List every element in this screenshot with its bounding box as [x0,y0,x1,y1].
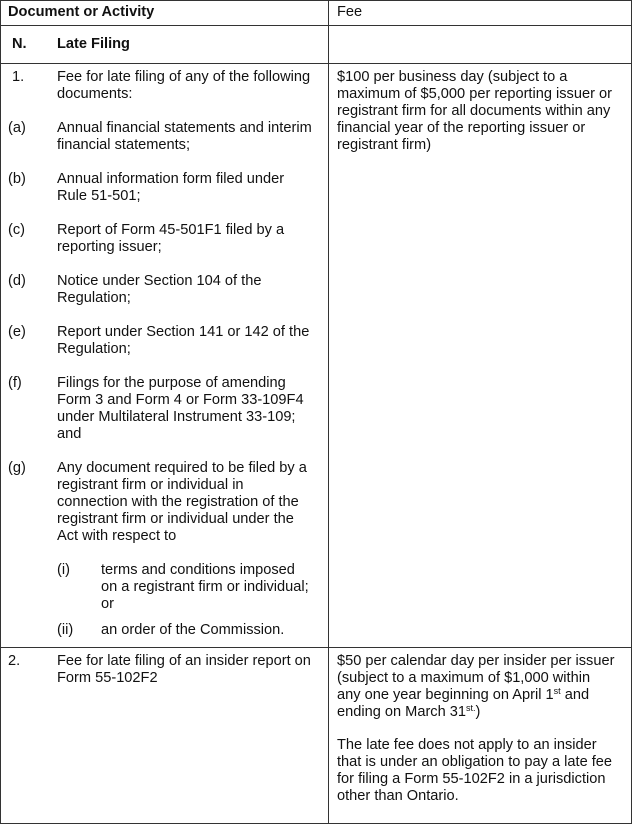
item2-description-line: Fee for late filing of an insider report on [57,653,311,669]
section-title: Late Filing [57,36,130,52]
subitem-text-line: connection with the registration of the [57,494,299,510]
subsubitem-label: (ii) [57,622,74,638]
item2-fee-line [337,704,480,721]
subitem-text-line: Rule 51-501; [57,188,141,204]
subitem-text-line: Annual information form filed under [57,171,285,187]
subitem-text-line: Report under Section 141 or 142 of the [57,324,310,340]
subitem-text-line: reporting issuer; [57,239,162,255]
fee-line-text: ending on March 31 [337,704,466,720]
subsubitem-text-line: on a registrant firm or individual; [101,579,309,595]
item2-number: 2. [8,653,21,669]
subitem-text-line: financial statements; [57,137,191,153]
subitem-text-line: and [57,426,82,442]
fee-line-text: any one year beginning on April 1 [337,687,554,703]
subitem-text-line: Annual financial statements and interim [57,120,312,136]
subitem-text-line: registrant firm or individual in [57,477,244,493]
subsubitem-label: (i) [57,562,70,578]
subitem-label: (e) [8,324,26,340]
item1-number: 1. [12,69,25,85]
subsubitem-text-line: an order of the Commission. [101,622,285,638]
item2-description-line: Form 55-102F2 [57,670,158,686]
subitem-text-line: Act with respect to [57,528,177,544]
item2-note-line: for filing a Form 55-102F2 in a jurisdiction [337,771,606,787]
item1-fee-line: registrant firm for all documents within any [337,103,611,119]
subitem-label: (c) [8,222,26,238]
subitem-label: (d) [8,273,26,289]
item2-note-line: that is under an obligation to pay a late fee [337,754,613,770]
subitem-text-line: Any document required to be filed by a [57,460,307,476]
subitem-text-line: registrant firm or individual under the [57,511,294,527]
table-border-top [0,0,632,1]
superscript: st [553,686,561,696]
subsubitem-text-line: or [101,596,114,612]
superscript: st. [466,703,476,713]
item1-description-line: documents: [57,86,133,102]
item1-fee-line: financial year of the reporting issuer or [337,120,586,136]
item1-fee-line: registrant firm) [337,137,432,153]
column-divider [328,0,329,824]
fee-line-text: ) [475,704,481,720]
subitem-text-line: Regulation; [57,290,131,306]
item2-fee-line: (subject to a maximum of $1,000 within [337,670,591,686]
subitem-text-line: Regulation; [57,341,131,357]
item2-note-line: The late fee does not apply to an insider [337,737,597,753]
table-border-left [0,0,1,824]
fee-line-text: and [560,687,590,703]
row-divider-section [0,63,632,64]
item1-fee-line: maximum of $5,000 per reporting issuer or [337,86,612,102]
subitem-label: (a) [8,120,26,136]
item2-fee-line: $50 per calendar day per insider per issuer [337,653,615,669]
subitem-label: (f) [8,375,22,391]
item2-fee-line [337,687,589,704]
subitem-text-line: Report of Form 45-501F1 filed by a [57,222,285,238]
item1-fee-line: $100 per business day (subject to a [337,69,568,85]
item2-note-line: other than Ontario. [337,788,459,804]
subsubitem-text-line: terms and conditions imposed [101,562,295,578]
row-divider-header [0,25,632,26]
header-document-or-activity: Document or Activity [8,4,155,20]
subitem-text-line: Notice under Section 104 of the [57,273,262,289]
subitem-text-line: Filings for the purpose of amending [57,375,286,391]
header-fee: Fee [337,4,363,20]
section-letter: N. [12,36,27,52]
subitem-label: (g) [8,460,26,476]
subitem-text-line: under Multilateral Instrument 33-109; [57,409,296,425]
subitem-text-line: Form 3 and Form 4 or Form 33-109F4 [57,392,304,408]
row-divider-item2 [0,647,632,648]
subitem-label: (b) [8,171,26,187]
item1-description-line: Fee for late filing of any of the following [57,69,311,85]
